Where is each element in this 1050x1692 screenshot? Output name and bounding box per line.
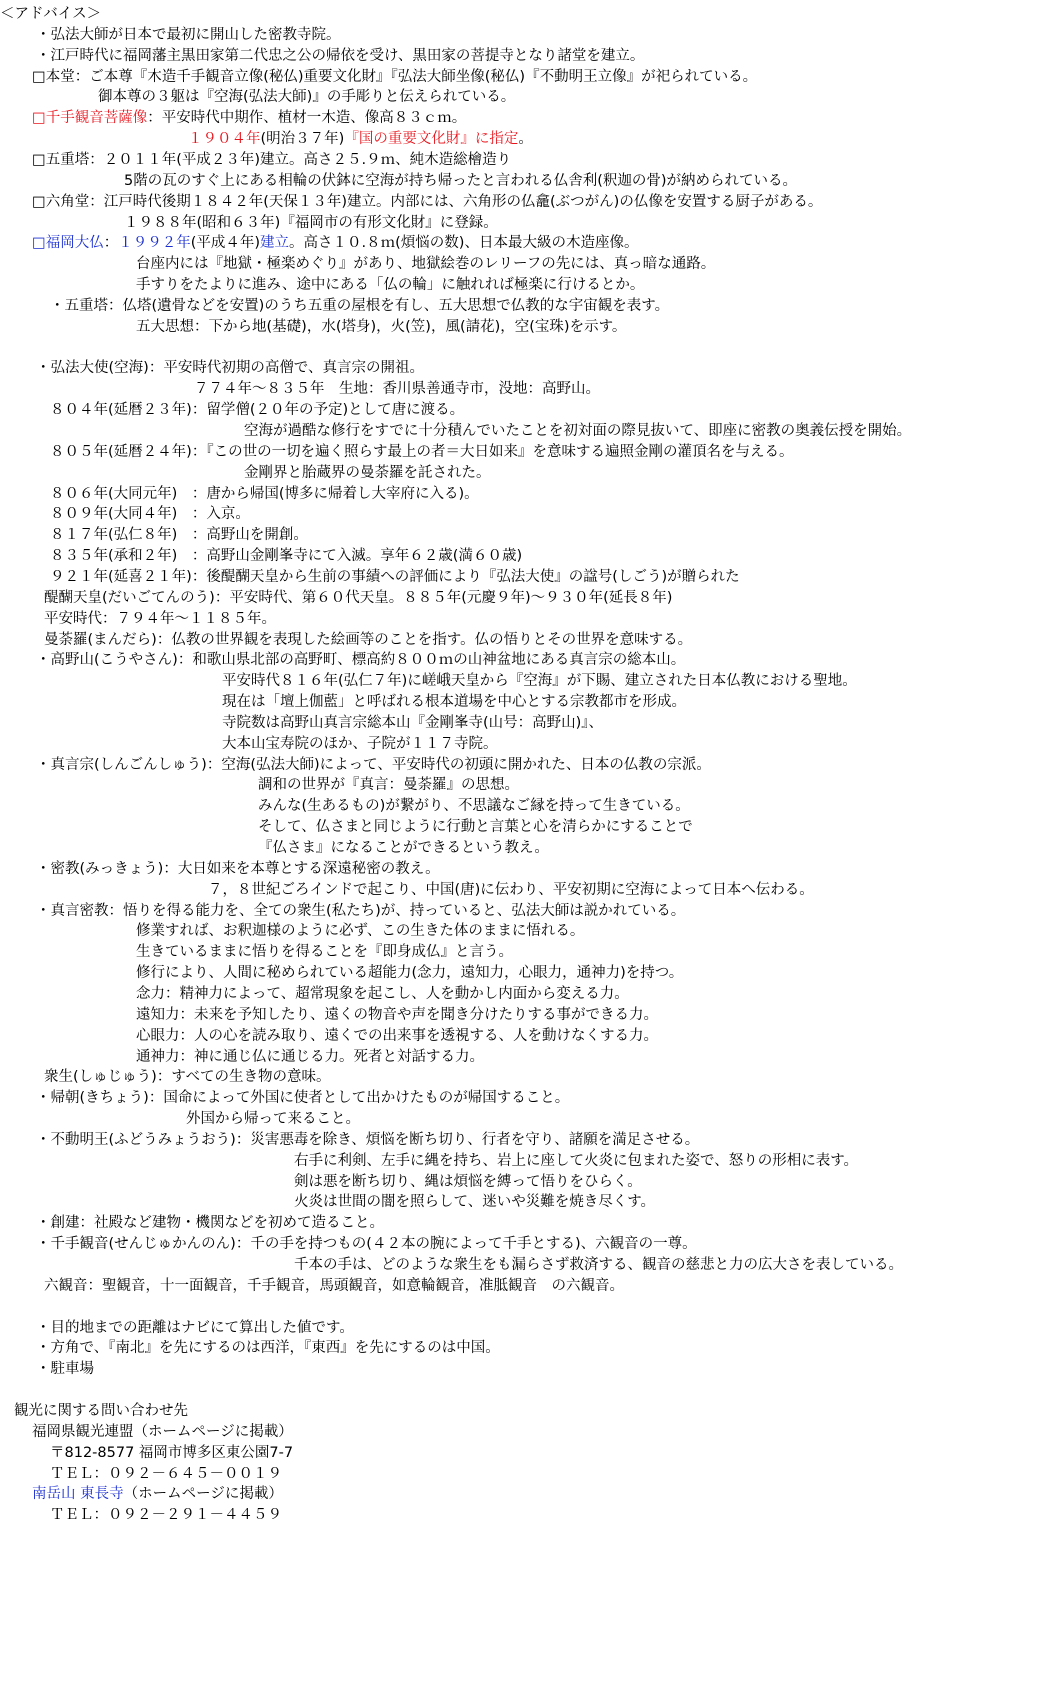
text-line: そして、仏さまと同じように行動と言葉と心を清らかにすることで (258, 819, 693, 836)
text-line: ・五重塔：仏塔(遺骨などを安置)のうち五重の屋根を有し、五大思想で仏教的な宇宙観を表す。 (50, 297, 670, 314)
text-segment: 『国の重要文化財』に指定 (344, 131, 519, 148)
text-segment: 。高さ１０.８ｍ(煩悩の数)、日本最大級の木造座像。 (289, 235, 639, 252)
text-line: ＴＥＬ：０９２－２９１－４４５９ (50, 1507, 282, 1524)
text-line: 手すりをたよりに進み、途中にある「仏の輪」に触れれば極楽に行けるとか。 (136, 277, 645, 294)
text-line: ＴＥＬ：０９２－６４５－００１９ (50, 1465, 282, 1482)
text-line: 現在は「壇上伽藍」と呼ばれる根本道場を中心とする宗教都市を形成。 (222, 694, 686, 711)
text-line: ・江戸時代に福岡藩主黒田家第二代忠之公の帰依を受け、黒田家の菩提寺となり諸堂を建立。 (36, 47, 645, 64)
text-line: □六角堂：江戸時代後期１８４２年(天保１３年)建立。内部には、六角形の仏龕(ぶつがん)の仏像を安置する厨子がある。 (32, 193, 823, 210)
text-line: ８０９年(大同４年) ：入京。 (50, 506, 250, 523)
text-line: ７，８世紀ごろインドで起こり、中国(唐)に伝わり、平安初期に空海によって日本へ伝わる。 (208, 881, 814, 898)
text-line: ・真言密教：悟りを得る能力を、全ての衆生(私たち)が、持っていると、弘法大師は説かれている。 (36, 902, 686, 919)
text-line: 遠知力：未来を予知したり、遠くの物音や声を聞き分けたりする事ができる力。 (136, 1006, 658, 1023)
text-line: □本堂：ご本尊『木造千手観音立像(秘仏)重要文化財』『弘法大師坐像(秘仏)『不動明王立像』が祀られている。 (32, 68, 758, 85)
text-line: ９２１年(延喜２１年)：後醍醐天皇から生前の事績への評価により『弘法大使』の諡号(しごう)が贈られた (50, 568, 740, 585)
text-line: 五大思想：下から地(基礎)，水(塔身)，火(笠)，風(請花)，空(宝珠)を示す。 (136, 318, 627, 335)
text-line: 『仏さま』になることができるという教え。 (258, 840, 549, 856)
text-line: 〒812-8577 福岡市博多区東公園7-7 (50, 1444, 294, 1461)
text-line: 念力：精神力によって、超常現象を起こし、人を動かし内面から変える力。 (136, 985, 629, 1002)
text-line: ・高野山(こうやさん)：和歌山県北部の高野町、標高約８００ｍの山神盆地にある真言宗の総本山。 (36, 652, 686, 669)
text-segment: □福岡大仏 (32, 235, 104, 252)
text-line (188, 128, 533, 151)
text-line: ・密教(みっきょう)：大日如来を本尊とする深遠秘密の教え。 (36, 860, 440, 877)
text-line: ＜アドバイス＞ (0, 6, 102, 22)
text-line: ・不動明王(ふどうみょうおう)：災害悪毒を除き、煩悩を断ち切り、行者を守り、諸願を満足させる。 (36, 1131, 700, 1148)
text-line: ８０６年(大同元年) ：唐から帰国(博多に帰着し大宰府に入る)。 (50, 485, 479, 502)
text-line: ・目的地までの距離はナビにて算出した値です。 (36, 1319, 354, 1336)
text-line: 生きているままに悟りを得ることを『即身成仏』と言う。 (136, 944, 513, 961)
text-line: ・方角で、『南北』を先にするのは西洋，『東西』を先にするのは中国。 (36, 1340, 500, 1357)
text-line: 心眼力：人の心を読み取り、遠くでの出来事を透視する、人を動けなくする力。 (136, 1027, 658, 1044)
text-line: 台座内には『地獄・極楽めぐり』があり、地獄絵巻のレリーフの先には、真っ暗な通路。 (136, 256, 716, 273)
text-line: ・弘法大使(空海)：平安時代初期の高僧で、真言宗の開祖。 (36, 360, 425, 377)
text-line: ・創建：社殿など建物・機関などを初めて造ること。 (36, 1215, 384, 1232)
text-segment: 。 (518, 131, 533, 148)
text-line: ・千手観音(せんじゅかんのん)：千の手を持つもの(４２本の腕によって千手とする)、六観音の一尊。 (36, 1236, 697, 1253)
text-line: 剣は悪を断ち切り、縄は煩悩を縛って悟りをひらく。 (294, 1173, 642, 1190)
text-line: 修行により、人間に秘められている超能力(念力，遠知力，心眼力，通神力)を持つ。 (136, 965, 684, 982)
text-line: 寺院数は高野山真言宗総本山『金剛峯寺(山号：高野山)』、 (222, 714, 604, 731)
text-line: 火炎は世間の闇を照らして、迷いや災難を焼き尽くす。 (294, 1194, 656, 1211)
text-line: ・帰朝(きちょう)：国命によって外国に使者として出かけたものが帰国すること。 (36, 1090, 570, 1107)
text-segment: 南岳山 東長寺 (32, 1486, 124, 1503)
text-line: ・駐車場 (36, 1361, 94, 1378)
text-line: 御本尊の３躯は『空海(弘法大師)』の手彫りと伝えられている。 (98, 89, 516, 106)
text-line: 平安時代８１６年(弘仁７年)に嵯峨天皇から『空海』が下賜、建立された日本仏教における聖地。 (222, 673, 857, 690)
text-line: 曼荼羅(まんだら)：仏教の世界観を表現した絵画等のことを指す。仏の悟りとその世界を意味する。 (44, 631, 693, 648)
text-line (32, 232, 638, 255)
text-line: ８３５年(承和２年) ：高野山金剛峯寺にて入滅。享年６２歳(満６０歳) (50, 548, 523, 565)
text-line: 金剛界と胎蔵界の曼荼羅を託された。 (244, 464, 491, 481)
text-line: １９８８年(昭和６３年)『福岡市の有形文化財』に登録。 (124, 214, 498, 231)
text-line: 修業すれば、お釈迦様のように必ず、この生きた体のままに悟れる。 (136, 923, 585, 940)
text-segment: 建立 (260, 235, 290, 252)
text-segment: １９９２年 (118, 235, 191, 252)
text-line: 観光に関する問い合わせ先 (14, 1402, 188, 1419)
text-line: ８０４年(延暦２３年)：留学僧(２０年の予定)として唐に渡る。 (50, 402, 465, 419)
text-line (32, 1483, 283, 1506)
text-line: 右手に利剣、左手に縄を持ち、岩上に座して火炎に包まれた姿で、怒りの形相に表す。 (294, 1152, 859, 1169)
text-line: □五重塔：２０１１年(平成２３年)建立。高さ２５.９ｍ、純木造総檜造り (32, 151, 512, 168)
text-line: 福岡県観光連盟（ホームページに掲載） (32, 1423, 293, 1440)
text-segment: ： (103, 235, 119, 252)
text-line: 空海が過酷な修行をすでに十分積んでいたことを初対面の際見抜いて、即座に密教の奥義伝授を開始。 (244, 423, 912, 439)
text-segment: １９０４年 (188, 131, 261, 148)
text-line: 千本の手は、どのような衆生をも漏らさず救済する、観音の慈悲と力の広大さを表している。 (294, 1257, 903, 1273)
text-line: 平安時代：７９４年～１１８５年。 (44, 610, 276, 627)
text-segment: (平成４年) (190, 235, 261, 252)
text-line: 衆生(しゅじゅう)：すべての生き物の意味。 (44, 1069, 331, 1086)
text-line: ・弘法大師が日本で最初に開山した密教寺院。 (36, 26, 341, 43)
text-line: ８１７年(弘仁８年) ：高野山を開創。 (50, 527, 308, 544)
text-line: ・真言宗(しんごんしゅう)：空海(弘法大師)によって、平安時代の初頭に開かれた、日本の仏教の宗派。 (36, 756, 711, 773)
text-line: 5階の瓦のすぐ上にある相輪の伏鉢に空海が持ち帰ったと言われる仏舎利(釈迦の骨)が納められている。 (124, 172, 798, 189)
text-line: 六観音：聖観音，十一面観音，千手観音，馬頭観音，如意輪観音，准胝観音 の六観音。 (44, 1277, 624, 1294)
text-segment: (明治３７年) (260, 131, 345, 148)
text-line (32, 107, 466, 130)
text-segment: □千手観音菩薩像 (32, 110, 148, 127)
text-line: 通神力：神に通じ仏に通じる力。死者と対話する力。 (136, 1048, 484, 1065)
text-line: みんな(生あるもの)が繋がり、不思議なご縁を持って生きている。 (258, 798, 690, 815)
text-line: 醍醐天皇(だいごてんのう)：平安時代、第６０代天皇。８８５年(元慶９年)～９３０年(延長８年) (44, 589, 673, 606)
text-segment: （ホームページに掲載） (123, 1486, 283, 1503)
text-line: 外国から帰って来ること。 (186, 1111, 360, 1128)
text-line: 大本山宝寿院のほか、子院が１１７寺院。 (222, 735, 498, 752)
text-line: 調和の世界が『真言：曼荼羅』の思想。 (258, 777, 519, 794)
text-line: ８０５年(延暦２４年)：『この世の一切を遍く照らす最上の者＝大日如来』を意味する遍照金剛の灌頂名を与える。 (50, 443, 794, 460)
text-segment: ：平安時代中期作、植材一木造、像高８３ｃｍ。 (147, 110, 467, 127)
text-line: ７７４年～８３５年 生地：香川県善通寺市，没地：高野山。 (194, 381, 600, 398)
